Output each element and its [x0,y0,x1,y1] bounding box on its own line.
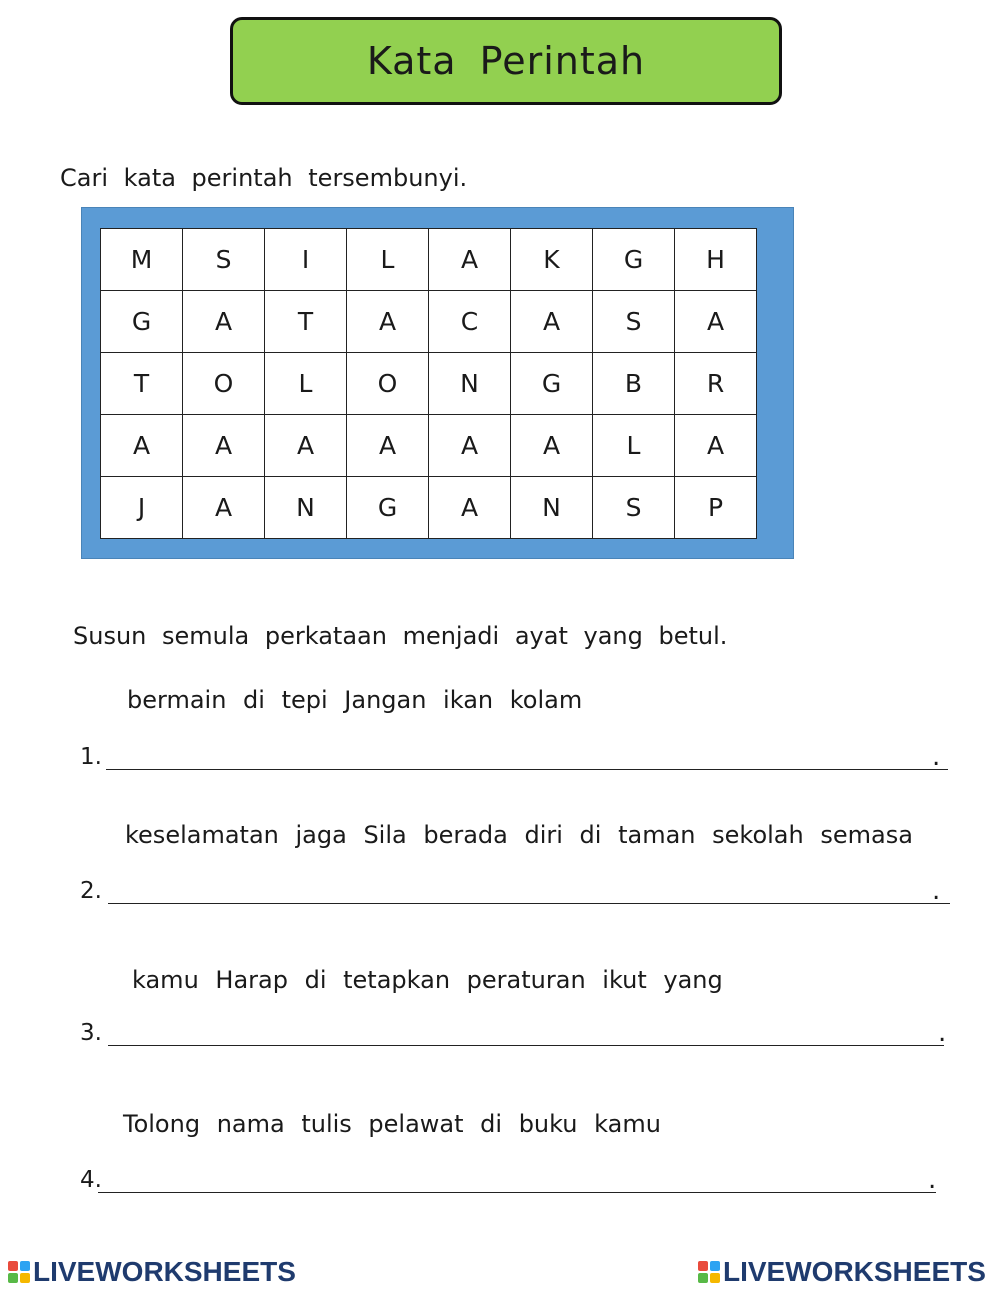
full-stop: . [928,1165,937,1195]
grid-cell[interactable]: G [347,477,429,539]
grid-cell[interactable]: A [265,415,347,477]
grid-cell[interactable]: T [265,291,347,353]
answer-line-4[interactable] [98,1192,936,1193]
grid-cell[interactable]: I [265,229,347,291]
grid-cell[interactable]: A [101,415,183,477]
answer-row-2 [80,866,950,906]
grid-cell[interactable]: N [429,353,511,415]
grid-cell[interactable]: A [511,415,593,477]
jumbled-words-2: keselamatan jaga Sila berada diri di taman sekolah semasa [125,821,913,849]
grid-cell[interactable]: A [183,477,265,539]
grid-cell[interactable]: H [675,229,757,291]
full-stop: . [932,742,941,772]
grid-cell[interactable]: N [511,477,593,539]
grid-cell[interactable]: S [183,229,265,291]
worksheet-title [230,17,782,105]
grid-cell[interactable]: O [183,353,265,415]
grid-cell[interactable]: M [101,229,183,291]
question-number: 3. [80,1020,102,1046]
grid-cell[interactable]: A [347,291,429,353]
word-search-instruction: Cari kata perintah tersembunyi. [60,164,468,192]
liveworksheets-logo-left [8,1256,296,1288]
jumbled-words-3: kamu Harap di tetapkan peraturan ikut yang [132,966,723,994]
grid-row [101,353,757,415]
grid-row [101,477,757,539]
logo-blocks-icon [8,1261,30,1283]
grid-cell[interactable]: L [265,353,347,415]
rearrange-instruction: Susun semula perkataan menjadi ayat yang betul. [73,622,728,650]
question-number: 4. [80,1167,102,1193]
grid-cell[interactable]: K [511,229,593,291]
question-number: 1. [80,744,102,770]
grid-row [101,415,757,477]
grid-cell[interactable]: A [429,415,511,477]
brand-text: LIVEWORKSHEETS [723,1256,986,1287]
grid-cell[interactable]: A [511,291,593,353]
grid-cell[interactable]: A [675,415,757,477]
grid-cell[interactable]: S [593,291,675,353]
answer-line-2[interactable] [108,903,950,904]
grid-cell[interactable]: B [593,353,675,415]
grid-cell[interactable]: C [429,291,511,353]
full-stop: . [938,1018,947,1048]
answer-line-1[interactable] [106,769,948,770]
grid-cell[interactable]: A [347,415,429,477]
liveworksheets-logo-right [698,1256,986,1288]
question-number: 2. [80,878,102,904]
full-stop: . [932,876,941,906]
answer-row-4 [80,1155,942,1195]
answer-row-1 [80,732,948,772]
grid-cell[interactable]: G [593,229,675,291]
grid-row [101,229,757,291]
grid-cell[interactable]: L [593,415,675,477]
grid-cell[interactable]: O [347,353,429,415]
grid-cell[interactable]: P [675,477,757,539]
jumbled-words-1: bermain di tepi Jangan ikan kolam [127,686,583,714]
grid-cell[interactable]: L [347,229,429,291]
grid-cell[interactable]: A [183,291,265,353]
answer-line-3[interactable] [108,1045,944,1046]
grid-row [101,291,757,353]
grid-cell[interactable]: A [429,477,511,539]
jumbled-words-4: Tolong nama tulis pelawat di buku kamu [123,1110,661,1138]
grid-cell[interactable]: R [675,353,757,415]
grid-cell[interactable]: T [101,353,183,415]
grid-cell[interactable]: S [593,477,675,539]
grid-cell[interactable]: A [183,415,265,477]
word-search-grid [100,228,757,539]
brand-text: LIVEWORKSHEETS [33,1256,296,1287]
grid-cell[interactable]: A [429,229,511,291]
grid-cell[interactable]: G [101,291,183,353]
title-text: Kata Perintah [366,39,646,83]
grid-cell[interactable]: A [675,291,757,353]
answer-row-3 [80,1008,950,1048]
grid-cell[interactable]: J [101,477,183,539]
grid-cell[interactable]: N [265,477,347,539]
grid-cell[interactable]: G [511,353,593,415]
logo-blocks-icon [698,1261,720,1283]
